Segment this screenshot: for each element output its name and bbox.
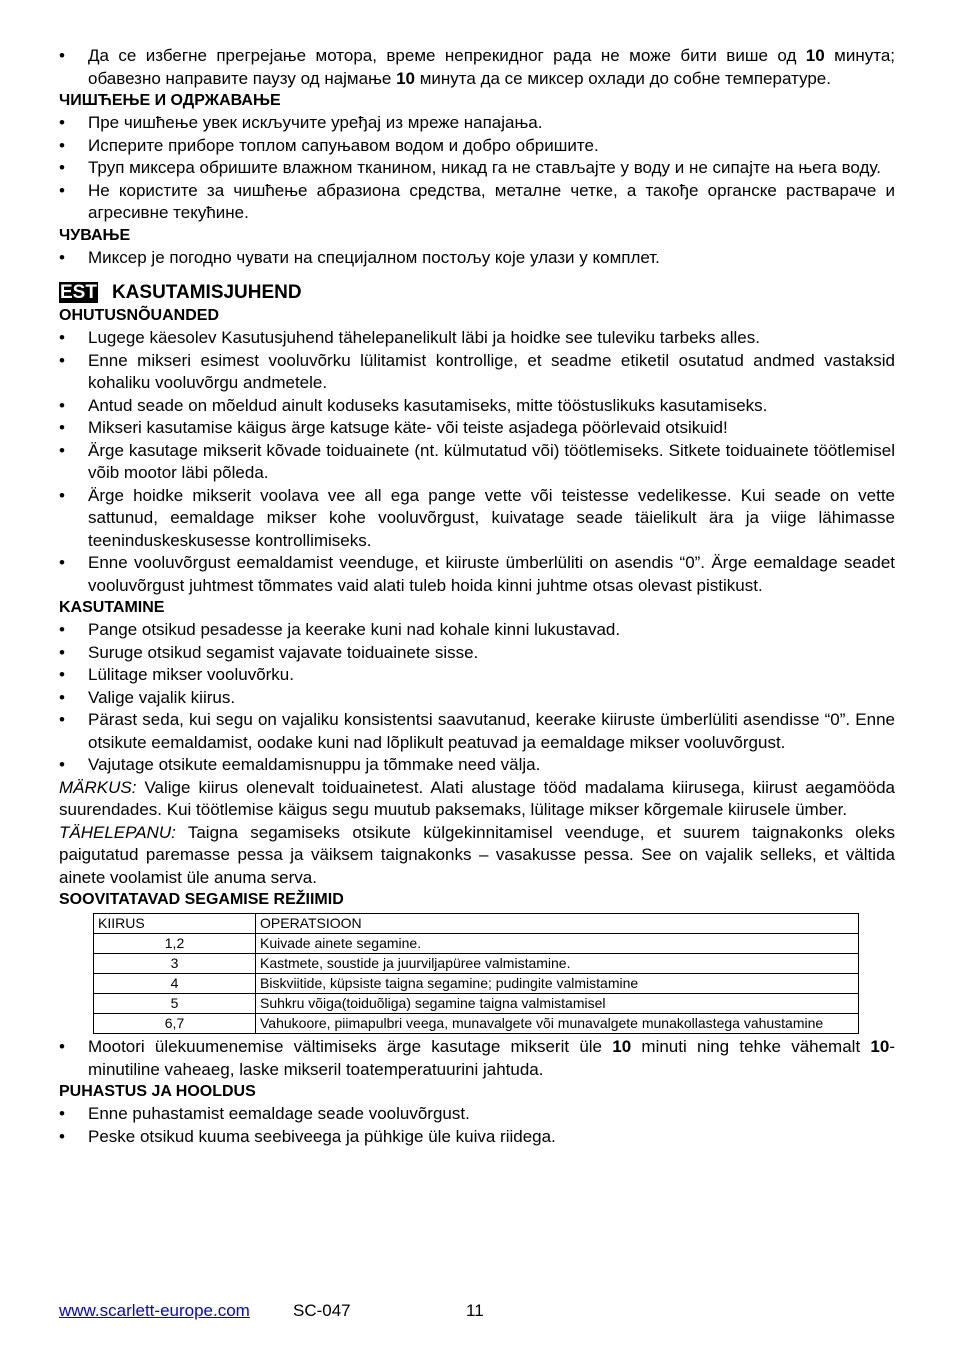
table-row bbox=[94, 974, 859, 994]
attention-text: Taigna segamiseks otsikute külgekinnitamisel veenduge, et suurem taignakonks oleks paigutatud paremasse pessa ja väiksem taignakonks – vasakusse pessa. See on vajalik selleks, et vältida ainete voolamist üle anuma serva. bbox=[59, 822, 895, 887]
attention-paragraph bbox=[59, 822, 895, 890]
speed-cell: 4 bbox=[94, 974, 256, 994]
text-run: -minutiline vaheaeg, laske mikseril toatemperatuurini jahtuda. bbox=[88, 1037, 896, 1079]
operation-cell: Kuivade ainete segamine. bbox=[256, 934, 859, 954]
text-run: Да се избегне прегрејање мотора, време непрекидног рада не може бити више од bbox=[88, 46, 806, 65]
serbian-storage-list bbox=[59, 247, 895, 270]
page-number: 11 bbox=[466, 1301, 484, 1320]
bold-number: 10 bbox=[805, 46, 825, 65]
estonian-overheat-list bbox=[59, 1036, 895, 1081]
list-item: • Pange otsikud pesadesse ja keerake kuni nad kohale kinni lukustavad. bbox=[59, 619, 895, 642]
model-number: SC-047 bbox=[293, 1301, 351, 1320]
list-item: • Ärge hoidke mikserit voolava vee all ega pange vette või teistesse vedelikesse. Kui seade on vette sattunud, eemaldage mikser kohe vooluvõrgust, kuivatage seade täielikult ära ja viige lähimasse teeninduskeskusesse kontrollimiseks. bbox=[59, 485, 895, 553]
serbian-overheat-bullet bbox=[59, 45, 895, 90]
speed-cell: 1,2 bbox=[94, 934, 256, 954]
speed-cell: 3 bbox=[94, 954, 256, 974]
table-header-row bbox=[94, 914, 859, 934]
list-item: • Enne vooluvõrgust eemaldamist veenduge, et kiiruste ümberlüliti on asendis “0”. Ärge eemaldage seadet vooluvõrgust juhtmest tõmmates vaid alati tuleb hoida kinni juhtme otsas olevast pistikust. bbox=[59, 552, 895, 597]
estonian-safety-list bbox=[59, 327, 895, 597]
serbian-storage-heading: ЧУВАЊЕ bbox=[59, 226, 131, 244]
list-item: • Mikseri kasutamise käigus ärge katsuge käte- või teiste asjadega pöörlevaid otsikuid! bbox=[59, 417, 895, 440]
operation-cell: Kastmete, soustide ja juurviljapüree valmistamine. bbox=[256, 954, 859, 974]
table-row bbox=[94, 954, 859, 974]
column-header-speed: KIIRUS bbox=[94, 914, 256, 934]
estonian-modes-heading: SOOVITATAVAD SEGAMISE REŽIIMID bbox=[59, 891, 344, 908]
list-item: • Enne puhastamist eemaldage seade vooluvõrgust. bbox=[59, 1103, 895, 1126]
list-item: • Ärge kasutage mikserit kõvade toiduainete (nt. külmutatud või) töötlemiseks. Sitkete toiduainete töötlemisel võib mootor läbi põleda. bbox=[59, 440, 895, 485]
serbian-cleaning-list bbox=[59, 112, 895, 225]
note-label: MÄRKUS: bbox=[59, 777, 137, 797]
estonian-cleaning-list bbox=[59, 1103, 895, 1148]
bold-number: 10 bbox=[396, 68, 415, 88]
column-header-operation: OPERATSIOON bbox=[256, 914, 859, 934]
bold-number: 10 bbox=[870, 1037, 890, 1056]
list-item: • Antud seade on mõeldud ainult koduseks kasutamiseks, mitte tööstuslikuks kasutamiseks. bbox=[59, 395, 895, 418]
estonian-overheat-bullet bbox=[59, 1036, 895, 1081]
operation-cell: Biskviitide, küpsiste taigna segamine; pudingite valmistamine bbox=[256, 974, 859, 994]
list-item: • Труп миксера обришите влажном тканином, никад га не стављајте у воду и не сипајте на њега воду. bbox=[59, 157, 895, 180]
note-paragraph bbox=[59, 777, 895, 822]
serbian-intro-list bbox=[59, 45, 895, 90]
estonian-usage-list bbox=[59, 619, 895, 777]
language-badge: EST bbox=[60, 282, 97, 303]
list-item: • Пре чишћење увек искључите уређај из мреже напајања. bbox=[59, 112, 895, 135]
serbian-cleaning-heading: ЧИШЋЕЊЕ И ОДРЖАВАЊЕ bbox=[59, 92, 281, 109]
list-item: • Миксер је погодно чувати на специјалном постољу које улази у комплет. bbox=[59, 247, 895, 270]
list-item: • Vajutage otsikute eemaldamisnuppu ja tõmmake need välja. bbox=[59, 754, 895, 777]
text-run: минута; обавезно направите паузу од најмање bbox=[88, 46, 895, 88]
table-row bbox=[94, 994, 859, 1014]
text-run: Mootori ülekuumenemise vältimiseks ärge kasutage mikserit üle bbox=[88, 1037, 613, 1056]
table-row bbox=[94, 934, 859, 954]
estonian-section-title bbox=[59, 281, 895, 305]
list-item: • Enne mikseri esimest vooluvõrku lülitamist kontrollige, et seadme etiketil osutatud andmed vastaksid kohaliku vooluvõrgu andmetele. bbox=[59, 350, 895, 395]
list-item: • Исперите приборе топлом сапуњавом водом и добро обришите. bbox=[59, 135, 895, 158]
list-item: • Pärast seda, kui segu on vajaliku konsistentsi saavutanud, keerake kiiruste ümberlüliti asendisse “0”. Enne otsikute eemaldamist, oodake kuni nad lõplikult peatuvad ja eemaldage mikser vooluvõrgust. bbox=[59, 709, 895, 754]
list-item: • Valige vajalik kiirus. bbox=[59, 687, 895, 710]
speed-cell: 5 bbox=[94, 994, 256, 1014]
operation-cell: Vahukoore, piimapulbri veega, munavalgete või munavalgete munakollastega vahustamine bbox=[256, 1014, 859, 1034]
operation-cell: Suhkru võiga(toiduõliga) segamine taigna valmistamisel bbox=[256, 994, 859, 1014]
list-item: • Не користите за чишћење абразиона средства, металне четке, а такође органске раствараче и агресивне текућине. bbox=[59, 180, 895, 225]
manual-page bbox=[59, 45, 895, 1148]
speed-cell: 6,7 bbox=[94, 1014, 256, 1034]
estonian-safety-heading: OHUTUSNÕUANDED bbox=[59, 307, 219, 324]
attention-label: TÄHELEPANU: bbox=[59, 822, 176, 842]
table-row bbox=[94, 1014, 859, 1034]
section-title: KASUTAMISJUHEND bbox=[111, 282, 302, 303]
list-item: • Lülitage mikser vooluvõrku. bbox=[59, 664, 895, 687]
list-item: • Suruge otsikud segamist vajavate toiduainete sisse. bbox=[59, 642, 895, 665]
estonian-cleaning-heading: PUHASTUS JA HOOLDUS bbox=[59, 1083, 256, 1100]
text-run: минута да се миксер охлади до собне температуре. bbox=[415, 68, 831, 88]
website-link[interactable]: www.scarlett-europe.com bbox=[59, 1301, 250, 1320]
page-footer bbox=[59, 1300, 895, 1322]
mixing-modes-table bbox=[93, 913, 859, 1034]
bold-number: 10 bbox=[612, 1037, 632, 1056]
note-text: Valige kiirus olenevalt toiduainetest. Alati alustage tööd madalama kiirusega, kiirust aegamööda suurendades. Kui töötlemise käigus segu muutub paksemaks, lülitage mikser kõrgemale kiirusele ümber. bbox=[59, 777, 895, 819]
text-run: minuti ning tehke vähemalt bbox=[631, 1037, 871, 1056]
list-item: • Peske otsikud kuuma seebiveega ja pühkige üle kuiva riidega. bbox=[59, 1126, 895, 1149]
list-item: • Lugege käesolev Kasutusjuhend tähelepanelikult läbi ja hoidke see tuleviku tarbeks alles. bbox=[59, 327, 895, 350]
estonian-usage-heading: KASUTAMINE bbox=[59, 599, 165, 616]
